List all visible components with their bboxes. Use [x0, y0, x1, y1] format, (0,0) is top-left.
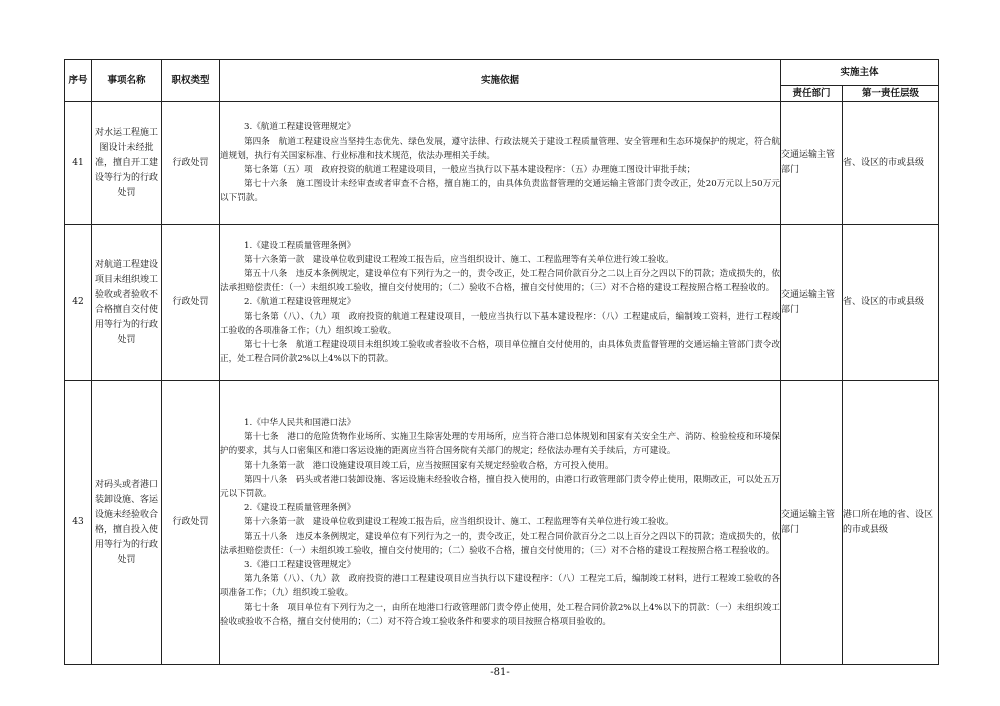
header-no: 序号	[65, 60, 92, 102]
authority-type: 行政处罚	[162, 102, 220, 225]
authority-type: 行政处罚	[162, 225, 220, 381]
basis-text	[220, 102, 781, 225]
basis-line: 第十六条第一款 建设单位收到建设工程竣工报告后，应当组织设计、施工、工程监理等有关单位进行竣工验收。	[244, 254, 674, 265]
basis-line: 第四条 航道工程建设应当坚持生态优先、绿色发展，遵守法律、行政法规关于建设工程质量管理、安全管理和生态环境保护的规定，符合航道规划，执行有关国家标准、行业标准和技术规范，依法办理相关手续。	[220, 136, 780, 161]
header-first-level: 第一责任层级	[843, 86, 939, 102]
basis-line: 3.《航道工程建设管理规定》	[244, 122, 356, 133]
row-number: 42	[65, 225, 92, 381]
table-row-43	[65, 381, 939, 665]
header-basis: 实施依据	[220, 60, 781, 102]
basis-line: 第四十八条 码头或者港口装卸设施、客运设施未经验收合格，擅自投入使用的，由港口行政管理部门责令停止使用，限期改正，可以处五万元以下罚款。	[220, 474, 780, 499]
item-name: 对航道工程建设项目未组织竣工验收或者验收不合格擅自交付使用等行为的行政处罚	[92, 225, 162, 381]
basis-line: 第七条第（八）、（九）项 政府投资的航道工程建设项目，一般应当执行以下基本建设程序：（八）工程建成后，编制竣工资料，进行工程竣工验收的各项准备工作；（九）组织竣工验收。	[220, 311, 780, 336]
basis-line: 2.《建设工程质量管理条例》	[244, 503, 356, 514]
basis-line: 第七十条 项目单位有下列行为之一，由所在地港口行政管理部门责令停止使用，处工程合同价款2%以上4%以下的罚款：（一）未组织竣工验收或验收不合格，擅自交付使用的；（二）对不符合竣工验收条件和要求的项目按照合格项目验收的。	[220, 602, 780, 627]
row-number: 43	[65, 381, 92, 665]
basis-line: 1.《中华人民共和国港口法》	[244, 417, 356, 428]
basis-line: 第七条第（五）项 政府投资的航道工程建设项目，一般应当执行以下基本建设程序：（五）办理施工图设计审批手续；	[244, 165, 696, 175]
header-row-1	[65, 60, 939, 86]
basis-line: 第五十八条 违反本条例规定，建设单位有下列行为之一的，责令改正，处工程合同价款百分之二以上百分之四以下的罚款；造成损失的，依法承担赔偿责任：（一）未组织竣工验收，擅自交付使用的；（二）验收不合格，擅自交付使用的；（三）对不合格的建设工程按照合格工程验收的。	[220, 531, 780, 556]
item-name: 对水运工程施工图设计未经批准，擅自开工建设等行为的行政处罚	[92, 102, 162, 225]
first-level: 省、设区的市或县级	[843, 102, 939, 225]
basis-text	[220, 381, 781, 665]
enforcement-items-table	[64, 59, 939, 665]
basis-line: 第五十八条 违反本条例规定，建设单位有下列行为之一的，责令改正，处工程合同价款百分之二以上百分之四以下的罚款；造成损失的，依法承担赔偿责任：（一）未组织竣工验收，擅自交付使用的；（二）验收不合格，擅自交付使用的；（三）对不合格的建设工程按照合格工程验收的。	[220, 268, 780, 294]
table-row-42	[65, 225, 939, 381]
page-number: -81-	[490, 667, 510, 678]
basis-line: 第七十七条 航道工程建设项目未组织竣工验收或者验收不合格，项目单位擅自交付使用的，由具体负责监督管理的交通运输主管部门责令改正，处工程合同价款2%以上4%以下的罚款。	[220, 340, 780, 365]
basis-line: 第十九条第一款 港口设施建设项目竣工后，应当按照国家有关规定经验收合格，方可投入使用。	[244, 460, 614, 471]
basis-line: 2.《航道工程建设管理规定》	[244, 297, 356, 308]
header-authority-type: 职权类型	[162, 60, 220, 102]
responsible-dept: 交通运输主管部门	[781, 102, 843, 225]
basis-line: 1.《建设工程质量管理条例》	[244, 240, 356, 251]
row-number: 41	[65, 102, 92, 225]
basis-text	[220, 225, 781, 381]
header-subject: 实施主体	[781, 60, 939, 86]
responsible-dept: 交通运输主管部门	[781, 225, 843, 381]
header-item-name: 事项名称	[92, 60, 162, 102]
basis-line: 3.《港口工程建设管理规定》	[244, 560, 356, 570]
basis-line: 第十六条第一款 建设单位收到建设工程竣工报告后，应当组织设计、施工、工程监理等有关单位进行竣工验收。	[244, 517, 674, 528]
basis-line: 第七十六条 施工图设计未经审查或者审查不合格，擅自施工的，由具体负责监督管理的交通运输主管部门责令改正，处20万元以上50万元以下罚款。	[220, 179, 780, 204]
basis-line: 第十七条 港口的危险货物作业场所、实施卫生除害处理的专用场所，应当符合港口总体规划和国家有关安全生产、消防、检验检疫和环境保护的要求，其与人口密集区和港口客运设施的距离应当符合国务院有关部门的规定；经依法办理有关手续后，方可建设。	[220, 432, 780, 457]
first-level: 省、设区的市或县级	[843, 225, 939, 381]
item-name: 对码头或者港口装卸设施、客运设施未经验收合格，擅自投入使用等行为的行政处罚	[92, 381, 162, 665]
first-level: 港口所在地的省、设区的市或县级	[843, 381, 939, 665]
authority-type: 行政处罚	[162, 381, 220, 665]
responsible-dept: 交通运输主管部门	[781, 381, 843, 665]
basis-line: 第九条第（八）、（九）款 政府投资的港口工程建设项目应当执行以下建设程序：（八）工程完工后，编制竣工材料，进行工程竣工验收的各项准备工作；（九）组织竣工验收。	[220, 574, 780, 599]
table-row-41	[65, 102, 939, 225]
header-responsible-dept: 责任部门	[781, 86, 843, 102]
